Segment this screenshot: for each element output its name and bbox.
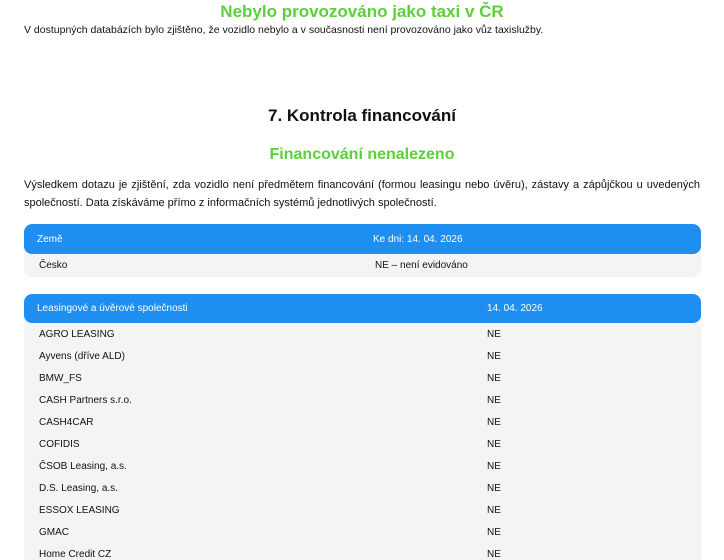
company-rows (24, 323, 701, 560)
company-name: AGRO LEASING (39, 328, 115, 340)
taxi-status-heading: Nebylo provozováno jako taxi v ČR (220, 2, 504, 21)
company-status: NE (487, 438, 501, 450)
table-row (24, 455, 701, 477)
table-row (24, 499, 701, 521)
table-row (24, 543, 701, 560)
companies-table-header (24, 294, 701, 323)
company-name: ESSOX LEASING (39, 504, 120, 516)
company-name: Home Credit CZ (39, 548, 112, 560)
table-row (24, 477, 701, 499)
company-name: CASH4CAR (39, 416, 94, 428)
table-row (24, 323, 701, 345)
company-status: NE (487, 372, 501, 384)
country-name: Česko (39, 260, 68, 271)
header-date: Ke dni: 14. 04. 2026 (373, 233, 463, 245)
company-name: CASH Partners s.r.o. (39, 394, 132, 406)
company-name: D.S. Leasing, a.s. (39, 482, 118, 494)
company-name: COFIDIS (39, 438, 80, 450)
country-status: NE – není evidováno (375, 260, 468, 271)
company-status: NE (487, 394, 501, 406)
taxi-status-text: V dostupných databázích bylo zjištěno, že vozidlo nebylo a v současnosti není provozováno jako vůz taxislužby. (24, 24, 544, 36)
company-status: NE (487, 460, 501, 472)
company-name: Ayvens (dříve ALD) (39, 350, 125, 362)
company-status: NE (487, 416, 501, 428)
company-status: NE (487, 526, 501, 538)
company-status: NE (487, 350, 501, 362)
company-status: NE (487, 328, 501, 340)
financing-status-heading: Financování nenalezeno (269, 146, 455, 163)
financing-description: Výsledkem dotazu je zjištění, zda vozidlo není předmětem financování (formou leasingu nebo úvěru), zástavy a zápůjčkou u uvedených společností. Data získáváme přímo z informačních systémů jednotlivých společností. (24, 179, 700, 209)
table-row (24, 389, 701, 411)
table-row (24, 521, 701, 543)
table-row (24, 433, 701, 455)
header-country: Země (37, 233, 63, 245)
companies-table (24, 294, 701, 560)
company-name: ČSOB Leasing, a.s. (39, 460, 127, 472)
section-title: 7. Kontrola financování (268, 106, 456, 125)
table-row (24, 254, 701, 277)
table-row (24, 411, 701, 433)
company-name: GMAC (39, 526, 69, 538)
company-status: NE (487, 548, 501, 560)
header-companies: Leasingové a úvěrové společnosti (37, 303, 188, 314)
header-companies-date: 14. 04. 2026 (487, 303, 543, 314)
country-table (24, 224, 701, 277)
company-name: BMW_FS (39, 372, 82, 384)
company-status: NE (487, 504, 501, 516)
table-row (24, 367, 701, 389)
country-table-header (24, 224, 701, 254)
company-status: NE (487, 482, 501, 494)
table-row (24, 345, 701, 367)
